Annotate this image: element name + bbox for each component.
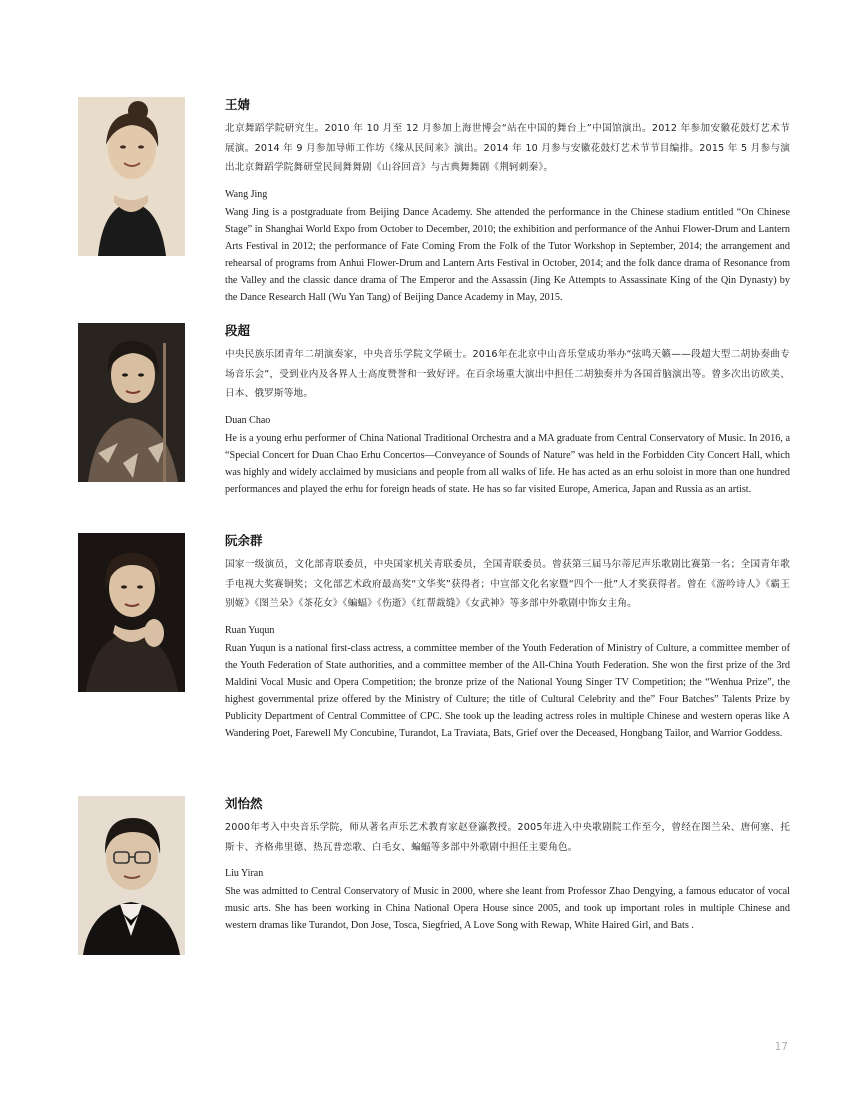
chinese-bio: 中央民族乐团青年二胡演奏家，中央音乐学院文学硕士。2016年在北京中山音乐堂成功举办“弦鸣天籁——段超大型二胡协奏曲专场音乐会”，受到业内及各界人士高度赞誉和一致好评。在百余场重大演出中担任二胡独奏并为各国首脑演出等。曾多次出访欧美、日本、俄罗斯等地。 xyxy=(225,349,790,399)
portrait-photo xyxy=(78,97,185,256)
chinese-name: 阮余群 xyxy=(225,533,263,548)
chinese-bio: 2000年考入中央音乐学院，师从著名声乐艺术教育家赵登瀛教授。2005年进入中央歌剧院工作至今，曾经在图兰朵、唐何塞、托斯卡、齐格弗里德、热瓦普恋歌、白毛女、蝙蝠等多部中外歌剧中担任主要角色。 xyxy=(225,822,790,853)
page-number: 17 xyxy=(774,1041,788,1053)
portrait-photo xyxy=(78,323,185,482)
english-name: Liu Yiran xyxy=(225,868,264,879)
chinese-name: 段超 xyxy=(225,323,251,338)
english-bio: He is a young erhu performer of China National Traditional Orchestra and a MA graduate from Central Conservatory of Music. In 2016, a “Special Concert for Duan Chao Erhu Concertos—Conveyance of Sounds of Nature” was held in the Forbidden City Concert Hall, which was highly and widely acclaimed by musicians and people from all walks of life. He has acted as an erhu soloist in more than one hundred performances and played the erhu for foreign heads of state. He has so far visited Europe, America, Japan and Russia as an artist. xyxy=(225,432,790,495)
english-name: Ruan Yuqun xyxy=(225,624,275,636)
english-bio: Ruan Yuqun is a national first-class actress, a committee member of the Youth Federation of Ministry of Culture, a committee member of the Youth Federation of State authorities, and a committee member of the All-China Youth Federation. She won the first prize of the 3rd Maldini Vocal Music and Opera Competition; the bronze prize of the National Young Singer TV Competition; the “Wenhua Prize”, the highest governmental prize offered by the Ministry of Culture; the title of Cultural Celebrity and the” Four Batches” Talents Prize by Publicity Department of Central Committee of CPC. She took up the leading actress roles in multiple Chinese and western operas like A Wandering Poet, Farewell My Concubine, Turandot, La Traviata, Bats, Grief over the Deceased, Hongbang Tailor, and Warrior Goddess. xyxy=(225,642,790,739)
chinese-name: 王婧 xyxy=(225,97,251,112)
profile-text xyxy=(225,796,790,934)
portrait-illustration xyxy=(78,533,185,692)
portrait-photo xyxy=(78,533,185,692)
profile-text xyxy=(225,97,790,306)
portrait-illustration xyxy=(78,323,185,482)
portrait-photo xyxy=(78,796,185,955)
english-name: Duan Chao xyxy=(225,414,271,426)
profile-text xyxy=(225,533,790,742)
chinese-name: 刘怡然 xyxy=(225,796,263,811)
english-name: Wang Jing xyxy=(225,188,268,200)
english-bio: Wang Jing is a postgraduate from Beijing Dance Academy. She attended the performance in the Chinese stadium entitled “On Chinese Stage” in Shanghai World Expo from October to December, 2010; the exhibition and performance of the Anhui Flower-Drum and Lantern Arts Festival in 2012; the performance of Fate Coming From the Folk of the Tutor Workshop in September, 2014; the arrangement and rehearsal of programs from Anhui Flower-Drum and Lantern Arts Festival in October, 2014; and the folk dance drama of Resonance from the Valley and the classic dance drama of The Emperor and the Assassin (Jing Ke Attempts to Assassinate King of the Qin Dynasty) by the Dance Research Hall (Wu Yan Tang) of Beijing Dance Academy in May, 2015. xyxy=(225,206,790,303)
portrait-illustration xyxy=(78,97,185,256)
english-bio: She was admitted to Central Conservatory of Music in 2000, where she leant from Professor Zhao Dengying, a famous educator of vocal music arts. She has been working in China National Opera House since 2005, and took up important roles in multiple Chinese and western dramas like Turandot, Don Jose, Tosca, Siegfried, A Love Song with Rewap, White Haired Girl, and Bats . xyxy=(225,886,790,931)
portrait-illustration xyxy=(78,796,185,955)
profile-text xyxy=(225,323,790,498)
chinese-bio: 国家一级演员，文化部青联委员，中央国家机关青联委员，全国青联委员。曾获第三届马尔蒂尼声乐歌剧比赛第一名；全国青年歌手电视大奖赛铜奖；文化部艺术政府最高奖“文华奖”获得者；中宣部文化名家暨“四个一批”人才奖获得者。曾在《游吟诗人》《霸王别姬》《图兰朵》《茶花女》《蝙蝠》《伤逝》《红帮裁缝》《女武神》等多部中外歌剧中饰女主角。 xyxy=(225,559,790,609)
chinese-bio: 北京舞蹈学院研究生。2010 年 10 月至 12 月参加上海世博会“站在中国的舞台上”中国馆演出。2012 年参加安徽花鼓灯艺术节展演。2014 年 9 月参加导师工作坊《缘从民间来》演出。2014 年 10 月参与安徽花鼓灯艺术节节目编排。2015 年 5 月参与演出北京舞蹈学院舞研堂民间舞舞剧《山谷回音》与古典舞舞剧《荆轲刺秦》。 xyxy=(225,123,790,173)
